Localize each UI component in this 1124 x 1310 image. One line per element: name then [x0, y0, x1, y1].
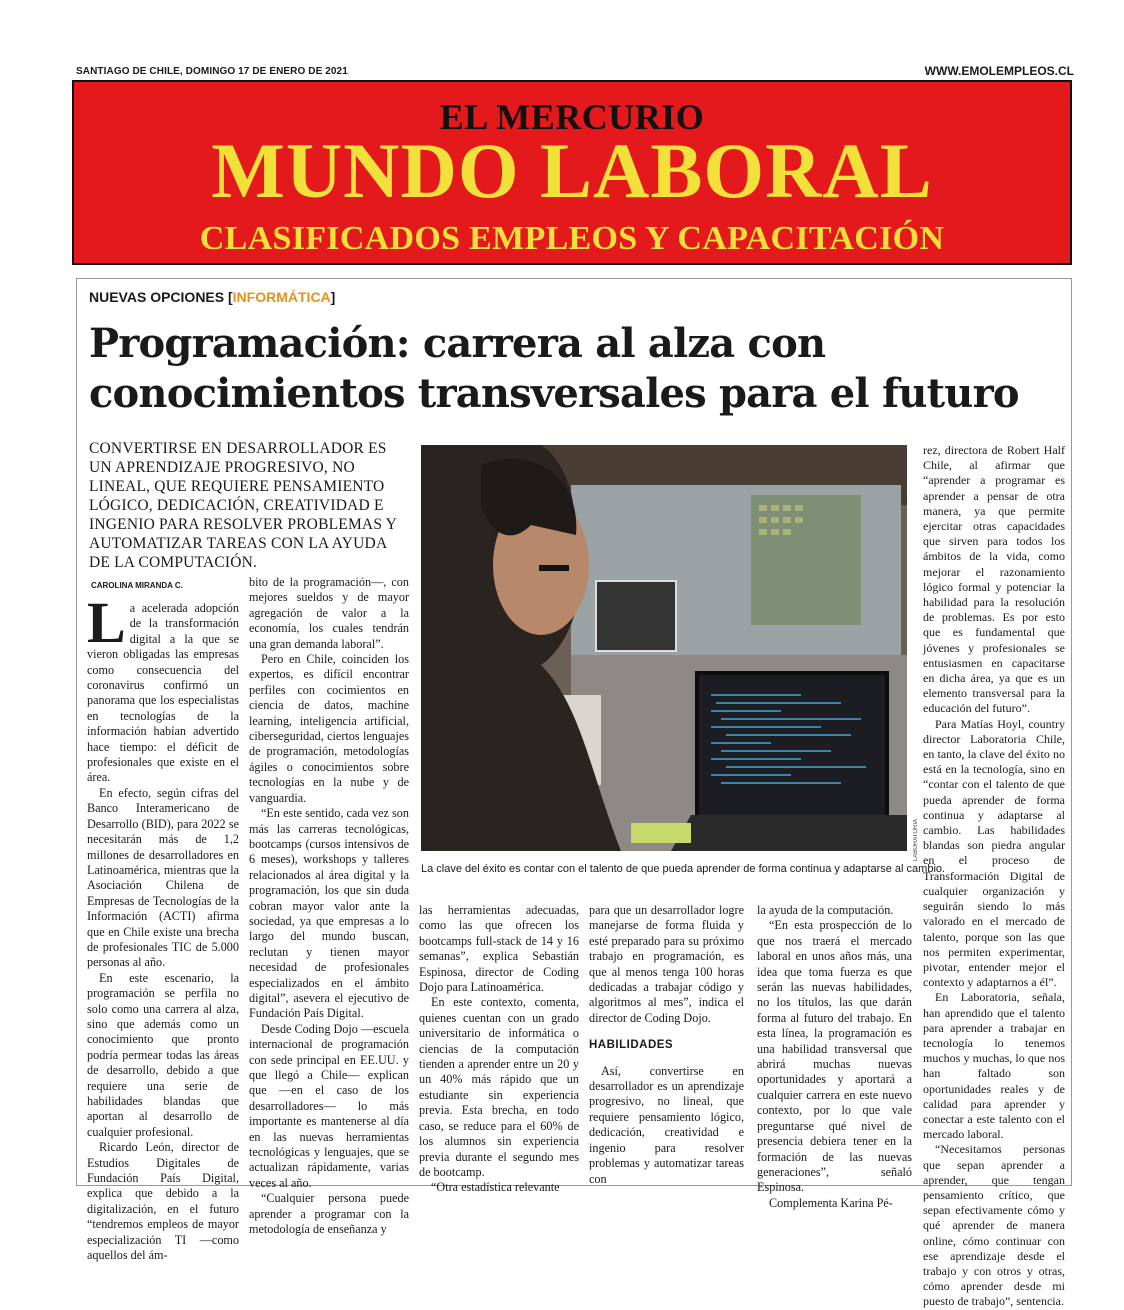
paragraph: “En este sentido, cada vez son más las carreras tecnológicas, bootcamps (cursos intensivos de 6 meses), workshops y talleres relacionados al área digital y la programación, los que sin duda cobran mayor valor ante la sociedad, ya que empresas a lo largo del mundo buscan, reclutan y tienen mayor necesidad de profesionales especializados en el ámbito digital”, asevera el ejecutivo de Fundación País Digital. [249, 806, 409, 1021]
article [76, 278, 1072, 1309]
paragraph: Complementa Karina Pé- [769, 1195, 893, 1210]
paragraph: Ricardo León, director de Estudios Digitales de Fundación País Digital, explica que debido a la digitalización, en el futuro “tendremos empleos de mayor especialización TI —como aquellos del ám- [87, 1140, 239, 1263]
column-6 [923, 443, 1065, 1310]
edition-date: SANTIAGO DE CHILE, DOMINGO 17 DE ENERO DE 2021 [76, 66, 348, 77]
column-2 [249, 575, 409, 1237]
article-photo [421, 445, 907, 851]
paragraph: para que un desarrollador logre manejarse de forma fluida y esté preparado para su próximo trabajo en programación, es que al menos tenga 100 horas dedicadas a trabajar código y algoritmos al mes”, indica el director de Coding Dojo. [589, 903, 744, 1025]
dropcap: L [87, 590, 126, 655]
paragraph: Para Matías Hoyl, country director Laboratoria Chile, en tanto, la clave del éxito no está en la tecnología, sino en “contar con el talento de que pueda aprender de forma continua y adaptarse al cambio. Las habilidades blandas son piedra angular en el proceso de Transformación Digital de cualquier organización y seguirán siendo lo más valorado en el mercado de talento, porque son las que nos permiten experimentar, pivotar, entender mejor el contexto y adaptarnos a él”. [923, 716, 1065, 990]
paragraph: “En esta prospección de lo que nos traerá el mercado laboral en unos años más, una idea que toma fuerza es que serán las nuevas habilidades, no los títulos, las que darán forma al futuro del trabajo. En esta línea, la programación es una habilidad transversal que abrirá muchas nuevas oportunidades y aportará a cualquier carrera en este nuevo contexto, por lo que vale preguntarse qué nivel de presencia debiera tener en la formación de las nuevas generaciones”, señaló Espinosa. [757, 918, 912, 1195]
photo-caption: La clave del éxito es contar con el talento de que pueda aprender de forma continua y adaptarse al cambio. [421, 863, 946, 875]
section-title: MUNDO LABORAL [211, 127, 933, 214]
paragraph: rez, directora de Robert Half Chile, al afirmar que “aprender a programar es aprender a pensar de otra manera, ya que permite ejercitar otras capacidades que sirven para todos los ámbitos de la vida, como mejorar el razonamiento lógico formal y potenciar la habilidad para la resolución de problemas. Es por esto que es fundamental que jóvenes y profesionales se entusiasmen en capacitarse en dicha área, ya que es un elemento transversal para la educación del futuro”. [923, 443, 1065, 716]
kicker-bracket-open: [ [228, 289, 233, 305]
paragraph: En este contexto, comenta, quienes cuentan con un grado universitario de informática o ciencias de la computación tienden a aprender entre un 20 y un 40% más rápido que un estudiante sin experiencia previa. Esta brecha, en todo caso, se reduce para el 60% de los alumnos sin experiencia previa durante el segundo mes de bootcamp. [419, 995, 579, 1179]
paragraph: En este escenario, la programación se perfila no solo como una carrera al alza, sino que además como un conocimiento que pronto podría permear todas las áreas de desarrollo, debido a que requiere una serie de habilidades blandas que aportan al desarrollo de cualquier profesional. [87, 970, 239, 1139]
paragraph: “Cualquier persona puede aprender a programar con la metodología de enseñanza y [249, 1191, 409, 1237]
photo-credit: LABORATORIA [913, 819, 919, 862]
headline [89, 319, 1061, 419]
paragraph: Así, convertirse en desarrollador es un aprendizaje progresivo, no lineal, que requiere pensamiento lógico, dedicación, creatividad e ingenio para resolver problemas y automatizar tareas con [589, 1063, 744, 1186]
column-3 [419, 903, 579, 1196]
paragraph: En Laboratoria, señala, han aprendido que el talento para aprender a trabajar en tecnología lo tenemos muchos y muchas, lo que nos han faltado son oportunidades reales y de calidad para aprender y conectar a este talento con el mercado laboral. [923, 990, 1065, 1142]
column-1 [87, 590, 239, 1263]
paragraph: “Necesitamos personas que sepan aprender a aprender, que tengan pensamiento crítico, que sepan efectivamente cómo y qué aprender de manera online, cómo continuar con ese aprendizaje desde el trabajo y con otros y otras, cómo aprender desde mi puesto de trabajo”, sentencia. [923, 1142, 1065, 1309]
website-link[interactable]: WWW.EMOLEMPLEOS.CL [924, 64, 1074, 78]
column-4 [589, 903, 744, 1187]
paragraph: bito de la programación—, con mejores sueldos y de mayor agregación de valor a la economía, los cuales tendrán una gran demanda laboral”. [249, 575, 409, 651]
column-5 [757, 903, 912, 1211]
paragraph: la ayuda de la computación. [757, 903, 894, 917]
subheading: HABILIDADES [589, 1039, 674, 1052]
kicker [89, 289, 335, 305]
paragraph: Pero en Chile, coinciden los expertos, es difícil encontrar perfiles con cocimientos en ciencia de datos, machine learning, inteligencia artificial, ciberseguridad, ciertos lenguajes de programación, metodologías ágiles o conocimientos sobre tecnologías en la nube y de vanguardia. [249, 652, 409, 805]
kicker-label: NUEVAS OPCIONES [89, 289, 225, 305]
paragraph: Desde Coding Dojo —escuela internacional de programación con sede principal en EE.UU. y que llegó a Chile— explican que —en el caso de los desarrolladores— lo más importante es mantenerse al día en las nuevas herramientas tecnológicas y lenguajes, que se actualizan rápidamente, varias veces al año. [249, 1021, 409, 1190]
photo-illustration [421, 445, 907, 851]
headline-line-1: Programación: carrera al alza con [89, 320, 826, 367]
section-subtitle: CLASIFICADOS EMPLEOS Y CAPACITACIÓN [199, 220, 945, 257]
headline-line-2: conocimientos transversales para el futuro [89, 370, 1019, 417]
kicker-tag: INFORMÁTICA [232, 289, 331, 305]
byline: CAROLINA MIRANDA C. [91, 581, 183, 590]
masthead [72, 80, 1072, 265]
paragraph: “Otra estadística relevante [431, 1180, 560, 1195]
article-deck: CONVERTIRSE EN DESARROLLADOR ES UN APRENDIZAJE PROGRESIVO, NO LINEAL, QUE REQUIERE PENSAMIENTO LÓGICO, DEDICACIÓN, CREATIVIDAD E INGENIO PARA RESOLVER PROBLEMAS Y AUTOMATIZAR TAREAS CON LA AYUDA DE LA COMPUTACIÓN. [89, 440, 397, 571]
page-header-line [76, 66, 1074, 80]
newspaper-name: EL MERCURIO [439, 97, 705, 137]
paragraph: las herramientas adecuadas, como las que ofrecen los bootcamps full-stack de 14 y 16 semanas”, explica Sebastián Espinosa, director de Coding Dojo para Latinoamérica. [419, 903, 579, 995]
paragraph: En efecto, según cifras del Banco Interamericano de Desarrollo (BID), para 2022 se necesitarán más de 1,2 millones de desarrolladores en Latinoamérica, mientras que la Asociación Chilena de Empresas de Tecnologías de la Información (ACTI) afirma que en Chile existe una brecha de profesionales TIC de 5.000 personas al año. [87, 785, 239, 970]
paragraph: La acelerada adopción de la transformación digital a la que se vieron obligadas las empresas como consecuencia del coronavirus confirmó un panorama que los especialistas en tecnologías de la información habían advertido hace tiempo: el déficit de profesionales que existe en el área. [87, 590, 239, 785]
kicker-bracket-close: ] [330, 289, 336, 305]
